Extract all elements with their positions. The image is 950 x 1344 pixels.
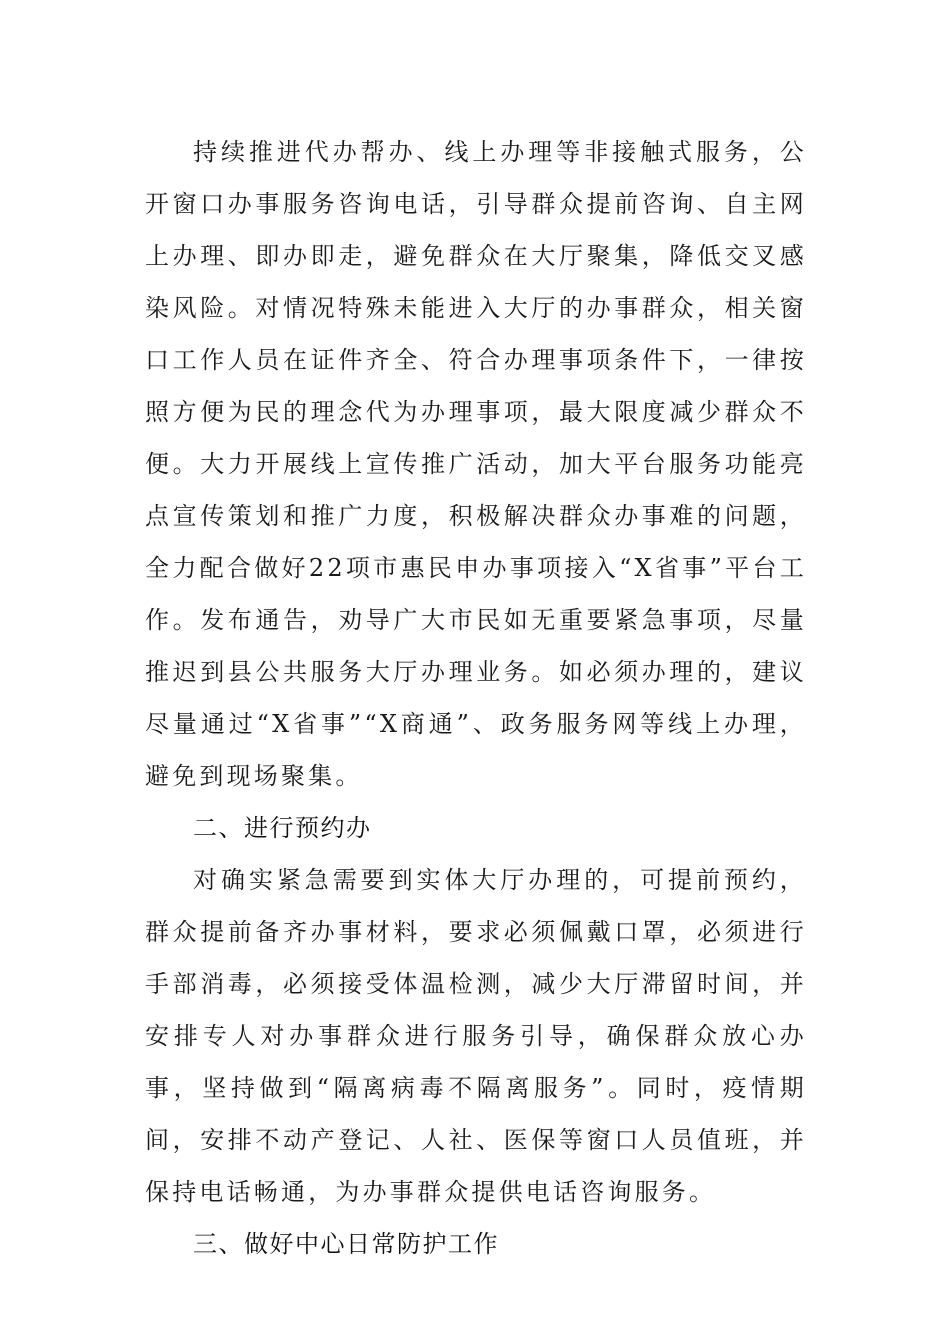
paragraph-appointment: 对确实紧急需要到实体大厅办理的，可提前预约，群众提前备齐办事材料，要求必须佩戴口罩，必须进行手部消毒，必须接受体温检测，减少大厅滞留时间，并安排专人对办事群众进行服务引导，确保群众放心办事，坚持做到“隔离病毒不隔离服务”。同时，疫情期间，安排不动产登记、人社、医保等窗口人员值班，并保持电话畅通，为办事群众提供电话咨询服务。 <box>145 866 807 1206</box>
paragraph-online-services: 持续推进代办帮办、线上办理等非接触式服务，公开窗口办事服务咨询电话，引导群众提前咨询、自主网上办理、即办即走，避免群众在大厅聚集，降低交叉感染风险。对情况特殊未能进入大厅的办事群众，相关窗口工作人员在证件齐全、符合办理事项条件下，一律按照方便为民的理念代为办理事项，最大限度减少群众不便。大力开展线上宣传推广活动，加大平台服务功能亮点宣传策划和推广力度，积极解决群众办事难的问题，全力配合做好22项市惠民申办事项接入“X省事”平台工作。发布通告，劝导广大市民如无重要紧急事项，尽量推迟到县公共服务大厅办理业务。如必须办理的，建议尽量通过“X省事”“X商通”、政务服务网等线上办理，避免到现场聚集。 <box>145 138 807 790</box>
section-heading-appointment: 二、进行预约办 <box>193 814 372 842</box>
document-body <box>145 126 807 1270</box>
section-heading-daily-protection: 三、做好中心日常防护工作 <box>193 1230 499 1258</box>
